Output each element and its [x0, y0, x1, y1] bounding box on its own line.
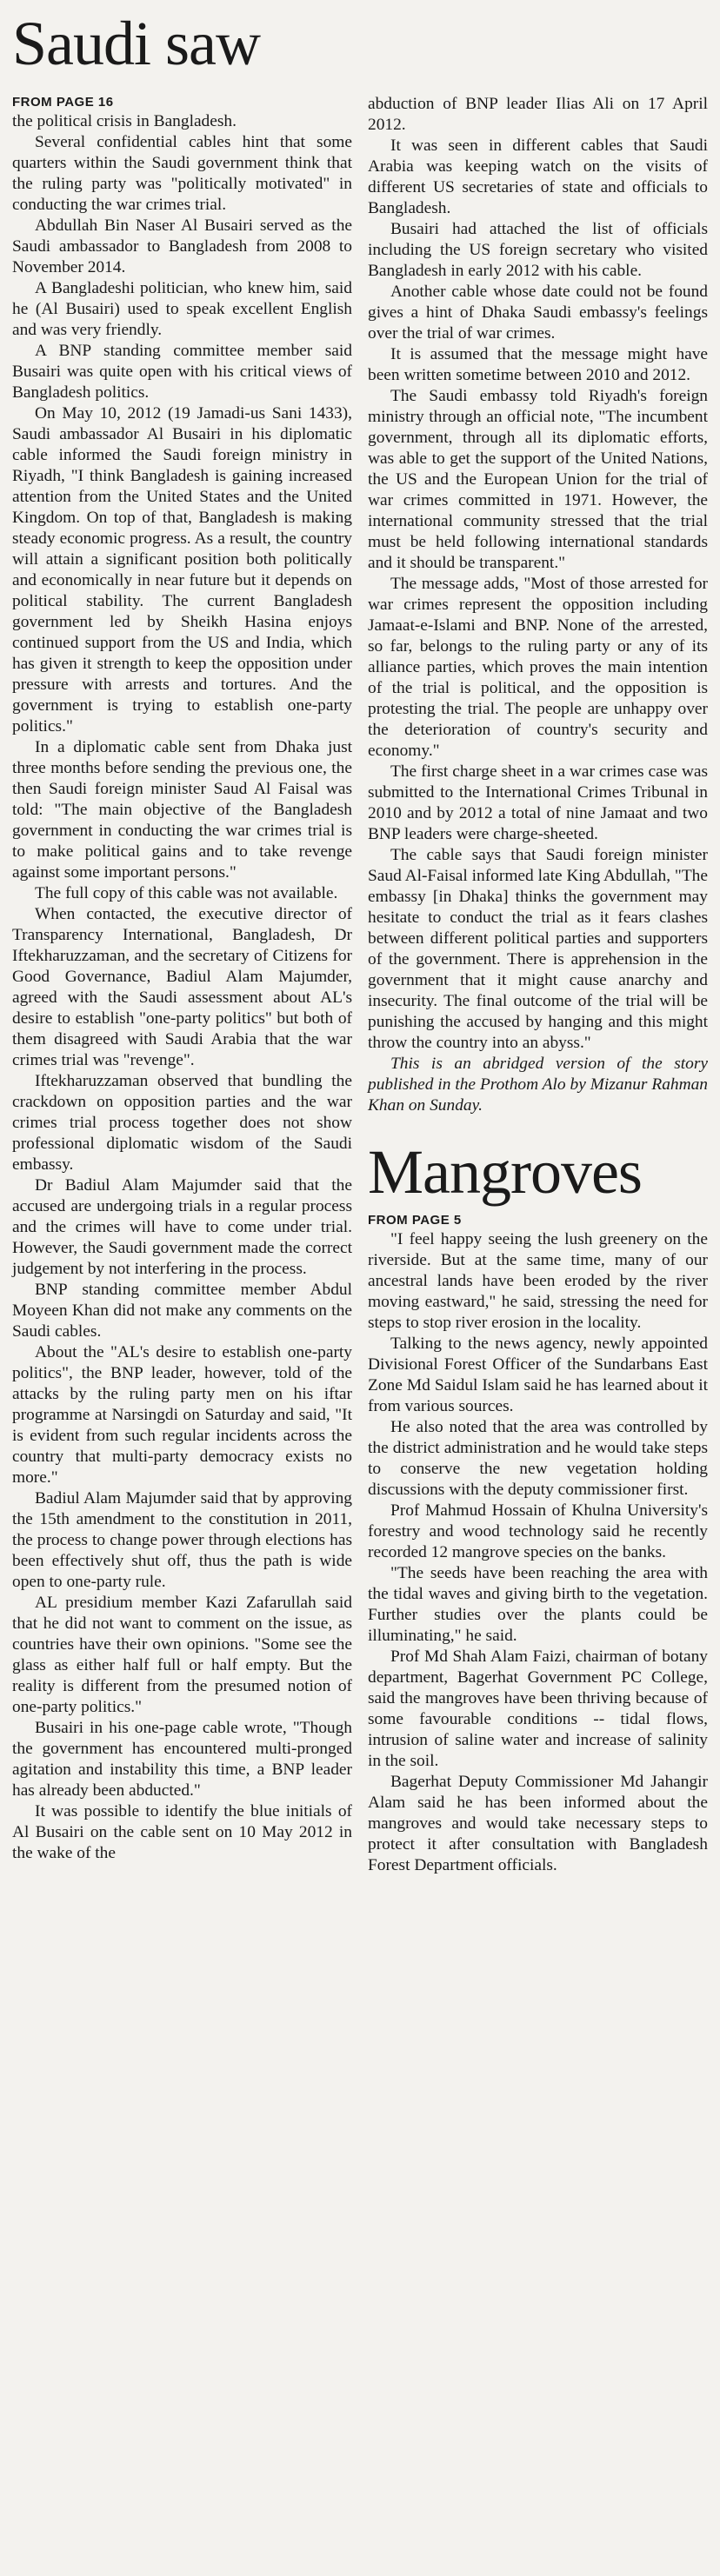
saudi-paragraph: The Saudi embassy told Riyadh's foreign ministry through an official note, "The incumbent government, through all its diplomatic efforts, was able to get the support of the United Nations, the US and the European Union for the trial of war crimes committed in 1971. However, the international community stressed that the trial must be held following international standards and it should be transparent." — [368, 387, 708, 572]
mangroves-paragraph: Talking to the news agency, newly appointed Divisional Forest Officer of the Sundarbans East Zone Md Saidul Islam said he has learned about it from various sources. — [368, 1335, 708, 1415]
saudi-paragraph: On May 10, 2012 (19 Jamadi-us Sani 1433), Saudi ambassador Al Busairi in his diplomatic cable informed the Saudi foreign ministry in Riyadh, "I think Bangladesh is gaining increased attention from the United States and the United Kingdom. On top of that, Bangladesh is making steady economic progress. As a result, the country will attain a significant position both politically and economically in near future but it depends on political stability. The current Bangladesh government led by Sheikh Hasina enjoys continued support from the US and India, which has given it strength to keep the opposition under pressure with arrests and tortures. And the government is trying to establish one-party politics." — [12, 404, 352, 736]
right-column — [368, 94, 708, 1876]
saudi-jump-line: FROM PAGE 16 — [12, 95, 114, 110]
saudi-body-left — [12, 111, 352, 1864]
mangroves-paragraph: He also noted that the area was controlled by the district administration and he would take steps to conserve the new vegetation holding discussions with the deputy commissioner first. — [368, 1418, 708, 1499]
saudi-source-note: This is an abridged version of the story published in the Prothom Alo by Mizanur Rahman Khan on Sunday. — [368, 1055, 708, 1115]
left-column — [12, 94, 352, 1876]
saudi-paragraph: Abdullah Bin Naser Al Busairi served as the Saudi ambassador to Bangladesh from 2008 to November 2014. — [12, 216, 352, 276]
saudi-paragraph: It was seen in different cables that Saudi Arabia was keeping watch on the visits of different US secretaries of state and officials to Bangladesh. — [368, 136, 708, 217]
saudi-paragraph: The message adds, "Most of those arrested for war crimes represent the opposition including Jamaat-e-Islami and BNP. None of the arrested, so far, belongs to the ruling party or any of its alliance parties, which proves the main intention of the trial is political, and the opposition is protesting the trial. The people are unhappy over the deterioration of country's security and economy." — [368, 575, 708, 760]
mangroves-paragraph: Prof Md Shah Alam Faizi, chairman of botany department, Bagerhat Government PC College, said the mangroves have been thriving because of some favourable conditions -- tidal flows, intrusion of saline water and increase of salinity in the soil. — [368, 1647, 708, 1770]
mangroves-paragraph: Prof Mahmud Hossain of Khulna University's forestry and wood technology said he recently recorded 12 mangrove species on the banks. — [368, 1501, 708, 1561]
saudi-paragraph: Another cable whose date could not be found gives a hint of Dhaka Saudi embassy's feelings over the trial of war crimes. — [368, 283, 708, 343]
saudi-paragraph: It was possible to identify the blue initials of Al Busairi on the cable sent on 10 May 2012 in the wake of the — [12, 1802, 352, 1862]
saudi-body-right — [368, 94, 708, 1116]
mangroves-headline: Mangroves — [368, 1137, 642, 1207]
saudi-paragraph: The first charge sheet in a war crimes case was submitted to the International Crimes Tribunal in 2010 and by 2012 a total of nine Jamaat and two BNP leaders were charge-sheeted. — [368, 762, 708, 843]
newspaper-page — [0, 9, 720, 2576]
saudi-paragraph: the political crisis in Bangladesh. — [12, 112, 237, 130]
saudi-paragraph: Busairi in his one-page cable wrote, "Though the government has encountered multi-pronged agitation and instability this time, a BNP leader has already been abducted." — [12, 1719, 352, 1800]
saudi-paragraph: AL presidium member Kazi Zafarullah said that he did not want to comment on the issue, as countries have their own opinions. "Some see the glass as either half full or half empty. But the reality is different from the presumed notion of one-party politics." — [12, 1594, 352, 1716]
saudi-paragraph: In a diplomatic cable sent from Dhaka just three months before sending the previous one, the then Saudi foreign minister Saud Al Faisal was told: "The main objective of the Bangladesh government in conducting the war crimes trial is to make political gains and to take revenge against some important persons." — [12, 738, 352, 882]
saudi-paragraph: Busairi had attached the list of officials including the US foreign secretary who visited Bangladesh in early 2012 with his cable. — [368, 220, 708, 280]
saudi-paragraph: The full copy of this cable was not available. — [35, 884, 338, 902]
saudi-paragraph: The cable says that Saudi foreign minister Saud Al-Faisal informed late King Abdullah, "The embassy [in Dhaka] thinks the government may hesitate to conduct the trial as it fears clashes between different political parties and supporters of the government. There is apprehension in the government that it might cause anarchy and insecurity. The final outcome of the trial will be punishing the accused by hanging and this might throw the country into an abyss." — [368, 846, 708, 1052]
saudi-paragraph: BNP standing committee member Abdul Moyeen Khan did not make any comments on the Saudi cables. — [12, 1281, 352, 1341]
saudi-paragraph: Iftekharuzzaman observed that bundling the crackdown on opposition parties and the war crimes trial process together does not show professional diplomatic wisdom of the Saudi embassy. — [12, 1072, 352, 1174]
article-columns — [12, 94, 708, 1876]
mangroves-paragraph: "I feel happy seeing the lush greenery on the riverside. But at the same time, many of our ancestral lands have been eroded by the river moving eastward," he said, stressing the need for steps to stop river erosion in the locality. — [368, 1230, 708, 1332]
saudi-paragraph: When contacted, the executive director of Transparency International, Bangladesh, Dr Iftekharuzzaman, and the secretary of Citizens for Good Governance, Badiul Alam Majumder, agreed with the Saudi assessment about AL's desire to establish "one-party politics" but both of them disagreed with Saudi Arabia that the war crimes trial was "revenge". — [12, 905, 352, 1069]
saudi-paragraph: It is assumed that the message might have been written sometime between 2010 and 2012. — [368, 345, 708, 384]
saudi-paragraph: A BNP standing committee member said Busairi was quite open with his critical views of Bangladesh politics. — [12, 342, 352, 402]
saudi-paragraph: About the "AL's desire to establish one-party politics", the BNP leader, however, told of the attacks by the ruling party men on his iftar programme at Narsingdi on Saturday and said, "It is evident from such regular incidents across the country that multi-party democracy exists no more." — [12, 1343, 352, 1487]
saudi-paragraph: A Bangladeshi politician, who knew him, said he (Al Busairi) used to speak excellent English and was very friendly. — [12, 279, 352, 339]
mangroves-jump-line: FROM PAGE 5 — [368, 1213, 462, 1228]
saudi-paragraph: Several confidential cables hint that some quarters within the Saudi government think that the ruling party was "politically motivated" in conducting the war crimes trial. — [12, 133, 352, 214]
mangroves-paragraph: "The seeds have been reaching the area with the tidal waves and giving birth to the vegetation. Further studies over the plants could be illuminating," he said. — [368, 1564, 708, 1645]
saudi-paragraph: Badiul Alam Majumder said that by approving the 15th amendment to the constitution in 2011, the process to change power through elections has been effectively shut off, thus the path is wide open to one-party rule. — [12, 1489, 352, 1591]
mangroves-paragraph: Bagerhat Deputy Commissioner Md Jahangir Alam said he has been informed about the mangroves and would take necessary steps to protect it after consultation with Bangladesh Forest Department officials. — [368, 1773, 708, 1874]
saudi-paragraph: Dr Badiul Alam Majumder said that the accused are undergoing trials in a regular process and the crimes will have to come under trial. However, the Saudi government made the correct judgement by not interfering in the process. — [12, 1176, 352, 1278]
saudi-headline: Saudi saw — [12, 9, 260, 78]
saudi-paragraph: abduction of BNP leader Ilias Ali on 17 April 2012. — [368, 95, 708, 134]
mangroves-body — [368, 1229, 708, 1876]
